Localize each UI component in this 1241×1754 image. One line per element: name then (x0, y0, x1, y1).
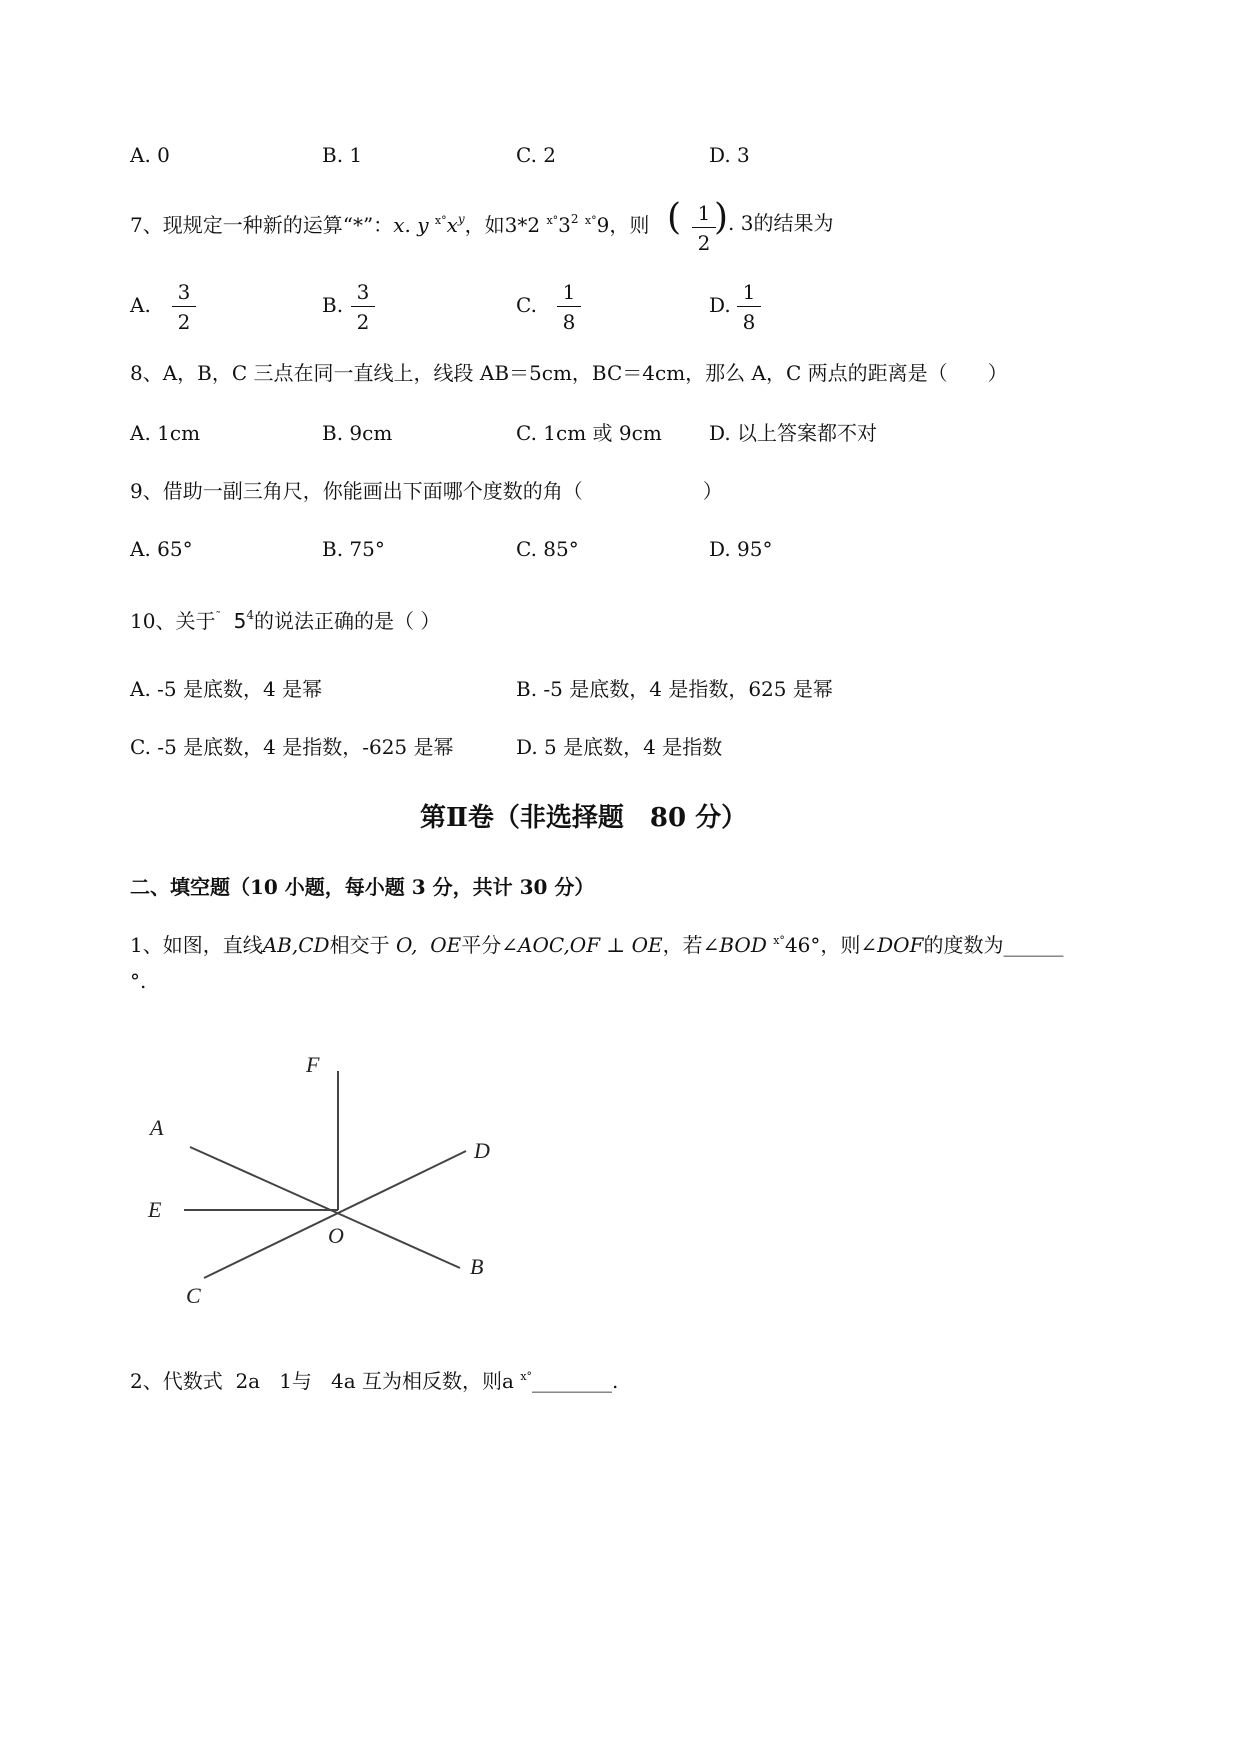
fill2-t2: 与 (291, 1369, 312, 1393)
q7-option-d-num: 1 (742, 280, 756, 304)
q7-option-a-den: 2 (177, 310, 191, 334)
section-title: 第Ⅱ卷（非选择题 80 分） (420, 803, 748, 833)
part2-title: 二、填空题（10 小题，每小题 3 分，共计 30 分） (130, 875, 595, 899)
fill2-blank: ________. (532, 1369, 619, 1393)
label-f: F (306, 1052, 320, 1077)
q7-text-c: ，则 (609, 213, 650, 237)
q7-garble-2: x° (546, 214, 559, 227)
fill1-m4: ∠AOC,OF ⊥ OE (501, 933, 663, 957)
q7-option-c-num: 1 (562, 280, 576, 304)
q7-xy-base: x (446, 213, 458, 237)
q8-option-c: C. 1cm 或 9cm (516, 421, 662, 445)
q9-stem: 9、借助一副三角尺，你能画出下面哪个度数的角（ ） (130, 479, 723, 503)
q10-tilde: ˜ (215, 610, 221, 623)
q6-option-b: B. 1 (322, 143, 363, 167)
q7-dot2: . (728, 211, 735, 235)
q7-paren-open: ( (667, 197, 682, 238)
q7-option-b-num: 3 (356, 280, 370, 304)
q9-option-b: B. 75° (322, 537, 385, 561)
fill2-expr2: 4a (331, 1369, 356, 1393)
fill2-stem (130, 1371, 618, 1391)
q10-option-a: A. -5 是底数，4 是幂 (130, 677, 323, 701)
fill1-m1: AB,CD (262, 933, 330, 957)
fill1-garble: x° (773, 934, 785, 947)
q6-option-d: D. 3 (709, 143, 750, 167)
fill1-m6: 46° (784, 933, 821, 957)
q9-option-a: A. 65° (130, 537, 193, 561)
label-a: A (150, 1115, 164, 1140)
q10-option-c: C. -5 是底数，4 是指数，-625 是幂 (130, 735, 454, 759)
label-o: O (328, 1223, 344, 1248)
q6-option-a: A. 0 (130, 143, 170, 167)
q7-option-d-label: D. (709, 293, 731, 317)
q7-text-a: 7、现规定一种新的运算“*”： (130, 213, 394, 237)
q7-three-exp: 2 (570, 212, 579, 226)
q7-three: 3 (740, 211, 754, 235)
q6-option-c: C. 2 (516, 143, 557, 167)
fill2-a: a (502, 1369, 514, 1393)
q7-option-b-label: B. (322, 293, 344, 317)
fill2-t1: 2、代数式 (130, 1369, 223, 1393)
q10-text-a: 10、关于 (130, 609, 216, 633)
q7-option-c-label: C. (516, 293, 537, 317)
q7-option-c-den: 8 (562, 310, 576, 334)
q7-three-base: 3 (558, 213, 571, 237)
fill1-t5: ，则 (820, 933, 861, 957)
q7-dot: . (404, 213, 411, 237)
q7-option-a-num: 3 (177, 280, 191, 304)
fill2-t3: 互为相反数，则 (362, 1369, 503, 1393)
fill1-m3: OE (430, 933, 462, 957)
q7-frac-den: 2 (697, 231, 711, 255)
line-ab (190, 1147, 460, 1268)
q7-option-d-den: 8 (742, 310, 756, 334)
label-b: B (470, 1254, 484, 1279)
q7-option-a-label: A. (130, 293, 151, 317)
fill1-m2: O, (395, 933, 418, 957)
q7-xy-exp: y (457, 212, 465, 226)
q7-option-b-den: 2 (356, 310, 370, 334)
q7-y: y (417, 213, 429, 237)
fill1-t6: 的度数为______ (923, 933, 1064, 957)
label-d: D (474, 1138, 490, 1163)
fill2-expr1: 2a (235, 1369, 261, 1393)
fill1-t3: 平分 (461, 933, 502, 957)
fill1-t2: 相交于 (329, 933, 390, 957)
fill2-garble: x° (520, 1370, 533, 1383)
q10-five: 5 (233, 609, 247, 633)
label-c: C (186, 1283, 201, 1308)
q7-x: x (393, 213, 405, 237)
q8-option-d: D. 以上答案都不对 (709, 421, 878, 445)
fill2-expr1b: 1 (279, 1369, 292, 1393)
q7-paren-close: ) (714, 197, 729, 238)
q10-option-d: D. 5 是底数，4 是指数 (516, 735, 723, 759)
q7-garble-1: x° (434, 214, 447, 227)
q7-text-d: 的结果为 (753, 211, 834, 235)
q10-exp: 4 (246, 608, 255, 622)
fill1-t4: ，若 (662, 933, 703, 957)
fill1-t1: 1、如图，直线 (130, 933, 263, 957)
q9-option-c: C. 85° (516, 537, 579, 561)
q8-option-a: A. 1cm (130, 421, 201, 445)
q7-text-b: ，如3*2 (464, 213, 541, 237)
q7-garble-3: x° (584, 214, 597, 227)
label-e: E (148, 1197, 162, 1222)
q10-text-b: 的说法正确的是（ ） (254, 609, 441, 633)
fill1-stem-line2: °. (130, 969, 147, 993)
q7-frac-num: 1 (697, 201, 711, 225)
q8-stem: 8、A，B，C 三点在同一直线上，线段 AB＝5cm，BC＝4cm，那么 A，C 两点的距离是（ ） (130, 361, 1008, 385)
q10-option-b: B. -5 是底数，4 是指数，625 是幂 (516, 677, 833, 701)
q9-option-d: D. 95° (709, 537, 773, 561)
fill1-m7: ∠DOF (860, 933, 924, 957)
fill1-m5: ∠BOD (702, 933, 767, 957)
q7-nine: 9 (596, 213, 610, 237)
q8-option-b: B. 9cm (322, 421, 393, 445)
